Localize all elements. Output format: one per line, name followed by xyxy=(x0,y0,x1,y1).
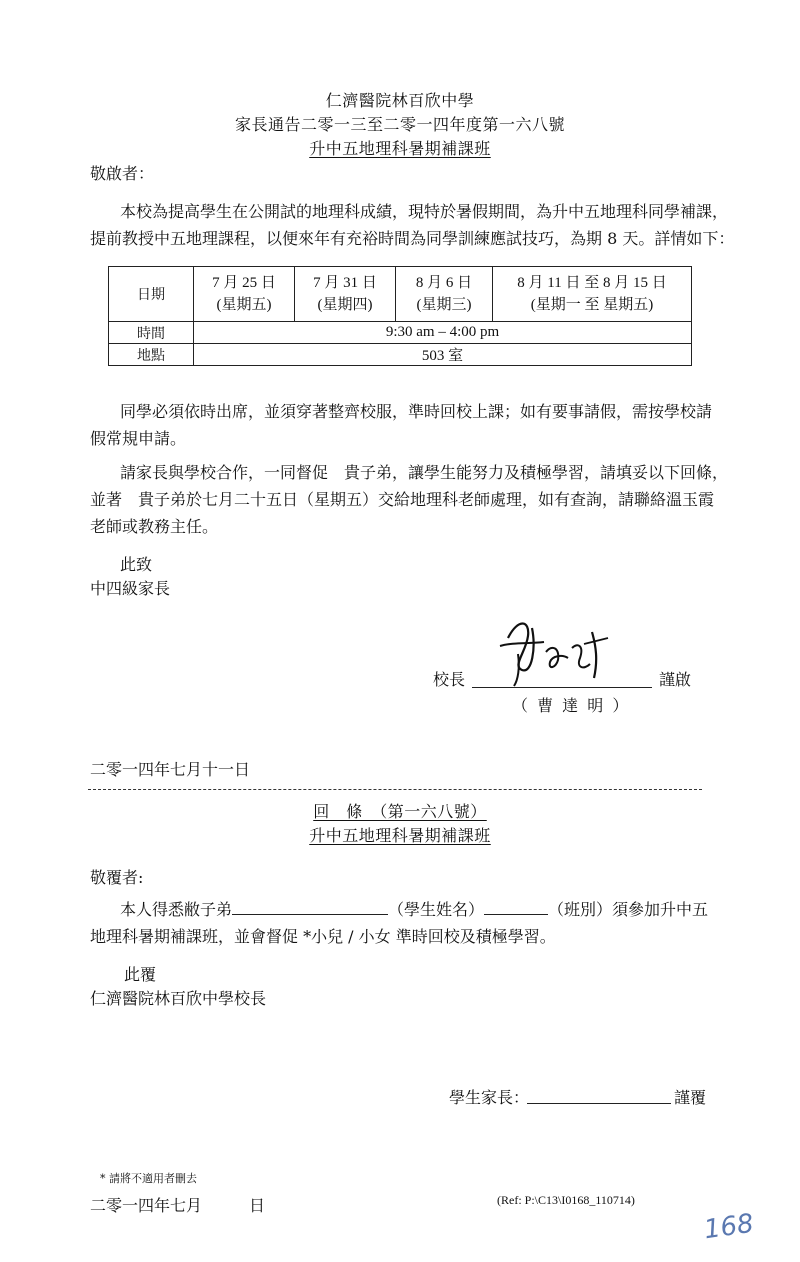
para2-line-1: 同學必須依時出席，並須穿著整齊校服，準時回校上課；如有要事請假，需按學校請 xyxy=(120,402,713,421)
date-text: 8 月 11 日 至 8 月 15 日 xyxy=(517,275,667,291)
principal-name: （ 曹 達 明 ） xyxy=(512,696,631,715)
date-text: 7 月 31 日 xyxy=(313,275,377,291)
reply-title xyxy=(0,799,800,822)
issue-date: 二零一四年七月十一日 xyxy=(90,760,251,779)
schedule-dates-row xyxy=(109,267,692,322)
date-cell xyxy=(194,267,295,322)
date-label: 日期 xyxy=(109,267,194,322)
notice-subject-text: 升中五地理科暑期補課班 xyxy=(309,139,491,158)
weekday-text: (星期五) xyxy=(216,297,272,313)
para3-line-3: 老師或教務主任。 xyxy=(90,517,219,536)
reply-line-1-a: 本人得悉敝子弟 xyxy=(120,900,233,919)
reply-line-1-b: （學生姓名） xyxy=(388,900,485,919)
reply-day: 日 xyxy=(249,1196,266,1215)
reply-line-1 xyxy=(120,896,708,923)
reply-salutation: 敬覆者: xyxy=(90,868,144,887)
weekday-text: (星期一 至 星期五) xyxy=(530,297,654,313)
intro-line-1: 本校為提高學生在公開試的地理科成績，現特於暑假期間，為升中五地理科同學補課， xyxy=(120,202,729,221)
signature-line xyxy=(472,687,652,688)
date-text: 8 月 6 日 xyxy=(415,275,473,291)
class-field[interactable] xyxy=(484,898,548,915)
date-cell xyxy=(396,267,493,322)
closing-ci-zhi: 此致 xyxy=(120,555,153,574)
reply-subject xyxy=(0,823,800,846)
salutation: 敬啟者： xyxy=(90,164,155,183)
reply-line-2: 地理科暑期補課班，並會督促 *小兒 / 小女 準時回校及積極學習。 xyxy=(90,927,556,946)
parent-label: 學生家長： xyxy=(449,1088,530,1107)
para3-line-2: 並著 貴子弟於七月二十五日（星期五）交給地理科老師處理，如有查詢，請聯絡溫玉霞 xyxy=(90,490,715,509)
parent-suffix: 謹覆 xyxy=(674,1088,707,1107)
para2-line-2: 假常規申請。 xyxy=(90,429,187,448)
footnote: * 請將不適用者刪去 xyxy=(100,1172,197,1185)
parent-signature-field[interactable] xyxy=(527,1103,671,1104)
student-name-field[interactable] xyxy=(232,898,388,915)
tear-off-line xyxy=(88,789,702,790)
reply-subject-text: 升中五地理科暑期補課班 xyxy=(309,826,491,845)
weekday-text: (星期三) xyxy=(416,297,472,313)
venue-value: 503 室 xyxy=(194,344,692,366)
notice-number: 家長通告二零一三至二零一四年度第一六八號 xyxy=(234,115,565,134)
page-mark: 168 xyxy=(702,1208,756,1246)
para3-line-1: 請家長與學校合作，一同督促 貴子弟，讓學生能努力及積極學習，請填妥以下回條， xyxy=(120,463,729,482)
reply-title-text: 回 條 （第一六八號） xyxy=(313,802,487,821)
reference-code: (Ref: P:\C13\I0168_110714) xyxy=(497,1193,635,1207)
intro-line-2: 提前教授中五地理課程，以便來年有充裕時間為同學訓練應試技巧，為期 8 天。詳情如下： xyxy=(90,229,735,248)
reply-date: 二零一四年七月 xyxy=(90,1196,203,1215)
reply-recipient: 仁濟醫院林百欣中學校長 xyxy=(90,989,267,1008)
principal-signature xyxy=(488,608,618,690)
weekday-text: (星期四) xyxy=(317,297,373,313)
principal-title: 校長 xyxy=(433,670,466,689)
date-text: 7 月 25 日 xyxy=(212,275,276,291)
reply-line-1-c: （班別）須參加升中五 xyxy=(548,900,709,919)
school-name: 仁濟醫院林百欣中學 xyxy=(325,91,475,110)
venue-label: 地點 xyxy=(109,344,194,366)
closing-recipient: 中四級家長 xyxy=(90,579,171,598)
date-cell xyxy=(295,267,396,322)
reply-ci-fu: 此覆 xyxy=(124,965,157,984)
notice-subject xyxy=(0,136,800,159)
schedule-table xyxy=(108,266,692,366)
schedule-time-row xyxy=(109,322,692,344)
time-label: 時間 xyxy=(109,322,194,344)
schedule-venue-row xyxy=(109,344,692,366)
time-value: 9:30 am – 4:00 pm xyxy=(194,322,692,344)
date-cell xyxy=(493,267,692,322)
signature-suffix: 謹啟 xyxy=(659,670,692,689)
